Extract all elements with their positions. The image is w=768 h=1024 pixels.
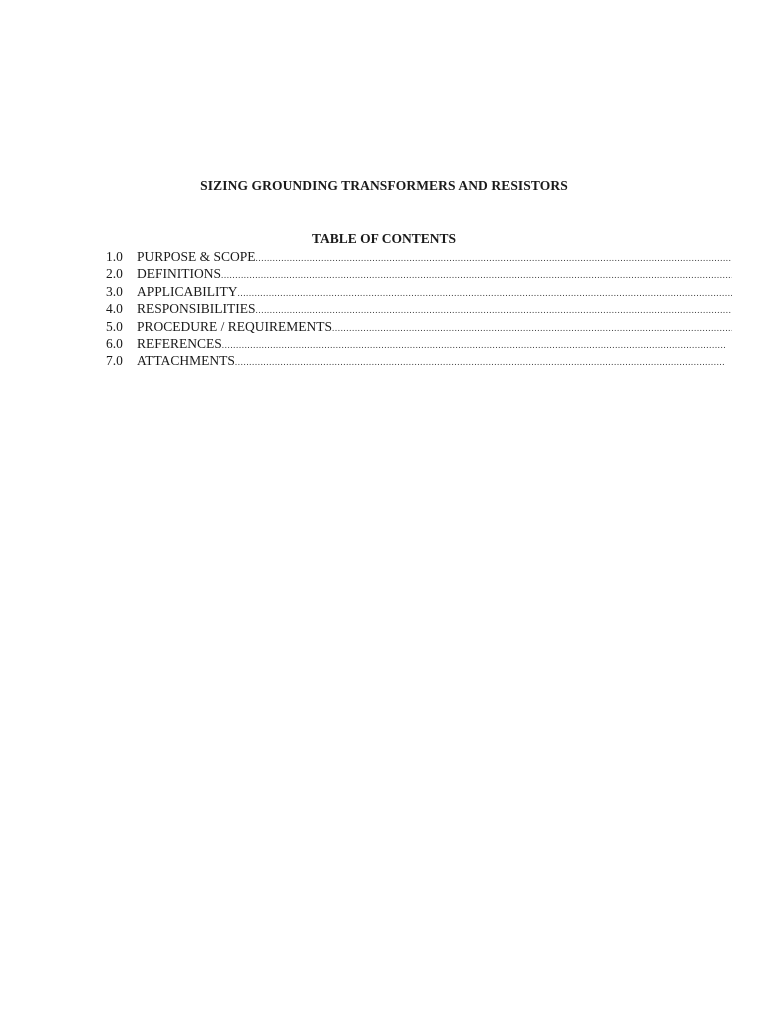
toc-entry-number: 7.0 [106,353,123,369]
toc-entry-label: RESPONSIBILITIES [137,301,256,317]
toc-entry-applicability[interactable] [106,283,732,300]
toc-entry-purpose-scope[interactable] [106,248,732,265]
toc-entry-attachments[interactable] [106,352,732,369]
toc-heading: TABLE OF CONTENTS [311,231,457,246]
toc-entry-label: APPLICABILITY [137,283,238,299]
toc-entry-references[interactable] [106,335,732,352]
toc-entry-definitions[interactable] [106,265,732,282]
dot-leader [221,267,732,284]
toc-entry-number: 2.0 [106,266,123,282]
toc-entry-responsibilities[interactable] [106,300,732,317]
dot-leader [235,354,725,371]
toc-entry-label: PROCEDURE / REQUIREMENTS [137,318,333,334]
toc-entry-procedure-requirements[interactable] [106,318,732,335]
toc-entry-number: 3.0 [106,283,123,299]
toc-entry-number: 5.0 [106,318,123,334]
toc-entry-number: 1.0 [106,249,123,264]
dot-leader [222,337,725,354]
toc-entry-number: 6.0 [106,335,123,351]
toc-entry-label: ATTACHMENTS [137,353,235,369]
toc-entry-label: PURPOSE & SCOPE [137,249,256,264]
table-of-contents [106,248,732,370]
dot-leader [332,320,732,337]
toc-entry-number: 4.0 [106,301,123,317]
toc-entry-label: REFERENCES [137,335,222,351]
toc-entry-label: DEFINITIONS [137,266,221,282]
document-title: SIZING GROUNDING TRANSFORMERS AND RESISTORS [200,178,568,193]
dot-leader [238,285,733,302]
dot-leader [256,250,732,267]
